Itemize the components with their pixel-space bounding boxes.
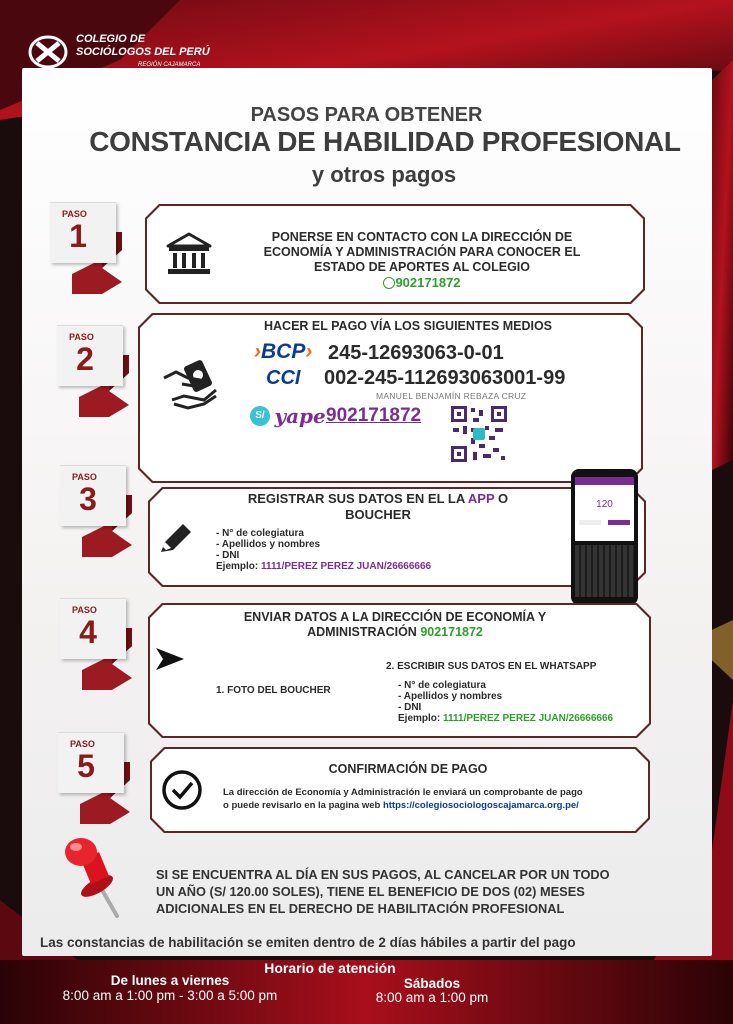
step-badge-4 (60, 598, 130, 688)
step-number: 3 (79, 481, 97, 517)
step-3-item3: - DNI (216, 550, 240, 561)
step-number: 5 (77, 748, 95, 784)
notice-line3: ADICIONALES EN EL DERECHO DE HABILITACIÓN PROFESIONAL (156, 901, 565, 916)
step-label: PASO (72, 472, 97, 482)
yape-number: 902171872 (326, 405, 422, 426)
bcp-label: BCP (261, 340, 306, 363)
step-1-line3: ESTADO DE APORTES AL COLEGIO (314, 260, 530, 274)
org-line1: COLEGIO DE (76, 32, 146, 45)
step-5-line1: La dirección de Economía y Administración le enviará un comprobante de pago (223, 787, 583, 798)
step-3-example-value: 1111/PEREZ PEREZ JUAN/26666666 (261, 561, 432, 572)
pencil-icon (157, 520, 195, 556)
phone-mockup (571, 469, 638, 605)
step-3-item2: - Apellidos y nombres (216, 539, 321, 550)
benefit-notice (156, 866, 610, 917)
step-3-items (216, 528, 431, 572)
step-number: 2 (76, 341, 94, 377)
step-4-heading-line2: ADMINISTRACIÓN (307, 625, 417, 639)
step-3-heading (228, 491, 528, 523)
yape-icon: S/ (250, 406, 270, 426)
hours-title: Horario de atención (264, 960, 396, 976)
step-3-heading-a: REGISTRAR SUS DATOS EN EL LA (247, 491, 465, 506)
step-3-heading-c: BOUCHER (345, 507, 411, 522)
step-4-sub2: 2. ESCRIBIR SUS DATOS EN EL WHATSAPP (386, 661, 597, 672)
step-5-heading: CONFIRMACIÓN DE PAGO (328, 762, 488, 776)
issuance-note: Las constancias de habilitación se emiten dentro de 2 días hábiles a partir del pago (40, 935, 576, 950)
step-label: PASO (70, 739, 95, 749)
phone-screen (575, 477, 634, 541)
step-4-items (398, 680, 613, 724)
check-circle-icon (161, 769, 203, 811)
step-1-text (232, 230, 612, 290)
org-logo (28, 32, 210, 72)
step-5-line2: o puede revisarlo en la pagina web (223, 800, 381, 811)
cci-label: CCI (266, 367, 301, 389)
weekdays-label: De lunes a viernes (110, 973, 230, 988)
step-1-phone: 902171872 (395, 275, 461, 290)
payment-hand-icon (160, 358, 220, 414)
step-4-sub1: 1. FOTO DEL BOUCHER (216, 685, 331, 696)
step-4-example-value: 1111/PEREZ PEREZ JUAN/26666666 (443, 713, 614, 724)
step-2-heading: HACER EL PAGO VÍA LOS SIGUIENTES MEDIOS (264, 319, 553, 333)
pushpin-icon (55, 830, 135, 922)
step-label: PASO (69, 332, 94, 342)
step-label: PASO (62, 209, 87, 219)
step-3-heading-app: APP (467, 491, 495, 506)
step-3-example-label: Ejemplo: (216, 561, 259, 572)
step-4-example-label: Ejemplo: (398, 713, 441, 724)
yape-logo (250, 404, 326, 428)
yape-label: yape (274, 404, 326, 428)
notice-line2: UN AÑO (S/ 120.00 SOLES), TIENE EL BENEFICIO DE DOS (02) MESES (156, 884, 585, 899)
notice-line1: SI SE ENCUENTRA AL DÍA EN SUS PAGOS, AL CANCELAR POR UN TODO (156, 867, 610, 882)
bcp-account: 245-12693063-0-01 (328, 342, 504, 364)
qr-code-icon (449, 404, 509, 464)
step-3-item1: - N° de colegiatura (216, 528, 304, 539)
step-number: 4 (79, 614, 97, 650)
phone-amount: 120 (596, 499, 613, 510)
weekdays-hours: 8:00 am a 1:00 pm - 3:00 a 5:00 pm (62, 988, 278, 1003)
step-1-line2: ECONOMÍA Y ADMINISTRACIÓN PARA CONOCER EL (263, 245, 581, 259)
step-4-phone: 902171872 (420, 625, 483, 639)
step-4-heading (210, 610, 580, 640)
title-line1: PASOS PARA OBTENER (250, 104, 483, 126)
account-holder: MANUEL BENJAMÍN REBAZA CRUZ (376, 391, 527, 401)
bcp-logo: ›BCP› (254, 340, 313, 363)
step-badge-5 (58, 732, 128, 822)
step-1-line1: PONERSE EN CONTACTO CON LA DIRECCIÓN DE (271, 230, 573, 244)
step-4-item2: - Apellidos y nombres (398, 691, 503, 702)
website-link[interactable]: https://colegiosociologoscajamarca.org.pe/ (382, 800, 579, 811)
cci-account: 002-245-112693063001-99 (324, 367, 566, 389)
step-4-item1: - N° de colegiatura (398, 680, 486, 691)
page-title: CONSTANCIA DE HABILIDAD PROFESIONAL (89, 126, 681, 157)
step-4-item3: - DNI (398, 702, 422, 713)
step-5-text (223, 786, 583, 812)
phone-keyboard (575, 545, 634, 597)
saturday-hours: 8:00 am a 1:00 pm (375, 990, 489, 1005)
logo-emblem-icon (28, 32, 68, 72)
whatsapp-icon (383, 277, 395, 289)
org-line2: SOCIÓLOGOS DEL PERÚ (76, 45, 210, 58)
step-badge-2 (57, 325, 127, 415)
bank-icon (166, 232, 212, 276)
step-4-heading-line1: ENVIAR DATOS A LA DIRECCIÓN DE ECONOMÍA Y (243, 610, 547, 624)
step-badge-1 (50, 202, 120, 292)
org-region: REGIÓN CAJAMARCA (138, 61, 201, 68)
step-number: 1 (69, 218, 87, 254)
saturday-label: Sábados (403, 976, 461, 991)
send-icon (154, 646, 186, 672)
step-badge-3 (60, 465, 130, 555)
office-hours (0, 956, 733, 1024)
step-3-heading-b: O (498, 491, 509, 506)
step-label: PASO (72, 605, 97, 615)
title-line3: y otros pagos (311, 162, 457, 187)
